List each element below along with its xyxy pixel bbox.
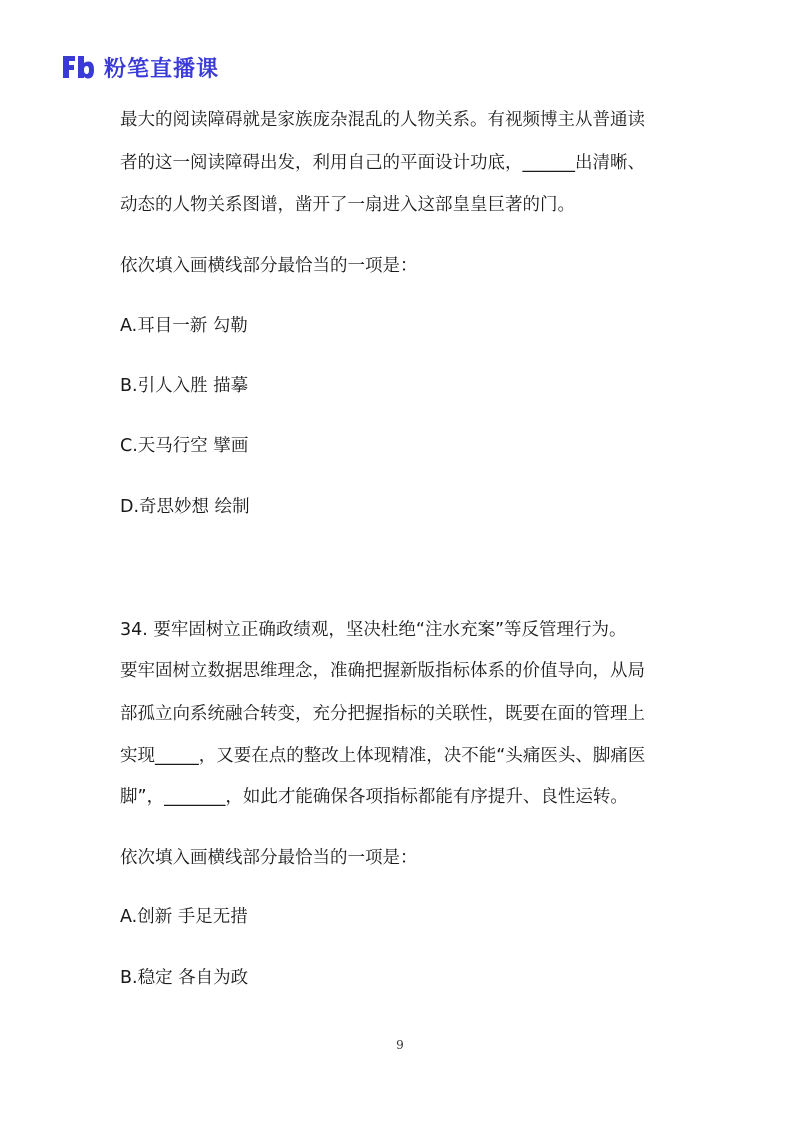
question-line: 部孤立向系统融合转变，充分把握指标的关联性，既要在面的管理上: [120, 704, 645, 724]
passage-line: 最大的阅读障碍就是家族庞杂混乱的人物关系。有视频博主从普通读: [120, 110, 645, 130]
option-b: B.引人入胜 描摹: [120, 376, 249, 396]
passage-line: 动态的人物关系图谱，凿开了一扇进入这部皇皇巨著的门。: [120, 195, 575, 215]
question-line: 脚”，_______，如此才能确保各项指标都能有序提升、良性运转。: [120, 787, 628, 807]
question-line: 实现_____，又要在点的整改上体现精准，决不能“头痛医头、脚痛医: [120, 746, 646, 766]
option-a: A.创新 手足无措: [120, 907, 248, 927]
question-prompt: 依次填入画横线部分最恰当的一项是：: [120, 848, 418, 868]
question-prompt: 依次填入画横线部分最恰当的一项是：: [120, 256, 418, 276]
brand-logo: [60, 52, 219, 82]
logo-text: 粉笔直播课: [104, 56, 220, 82]
fb-logo-icon: [60, 52, 96, 82]
question-line: 要牢固树立数据思维理念，准确把握新版指标体系的价值导向，从局: [120, 661, 645, 681]
page-number: 9: [396, 1038, 404, 1052]
option-a: A.耳目一新 勾勒: [120, 316, 248, 336]
option-c: C.天马行空 擘画: [120, 436, 249, 456]
question-line: 34. 要牢固树立正确政绩观，坚决杜绝“注水充案”等反管理行为。: [120, 620, 627, 640]
option-d: D.奇思妙想 绘制: [120, 497, 250, 517]
option-b: B.稳定 各自为政: [120, 968, 249, 988]
passage-line: 者的这一阅读障碍出发，利用自己的平面设计功底，______出清晰、: [120, 153, 645, 173]
